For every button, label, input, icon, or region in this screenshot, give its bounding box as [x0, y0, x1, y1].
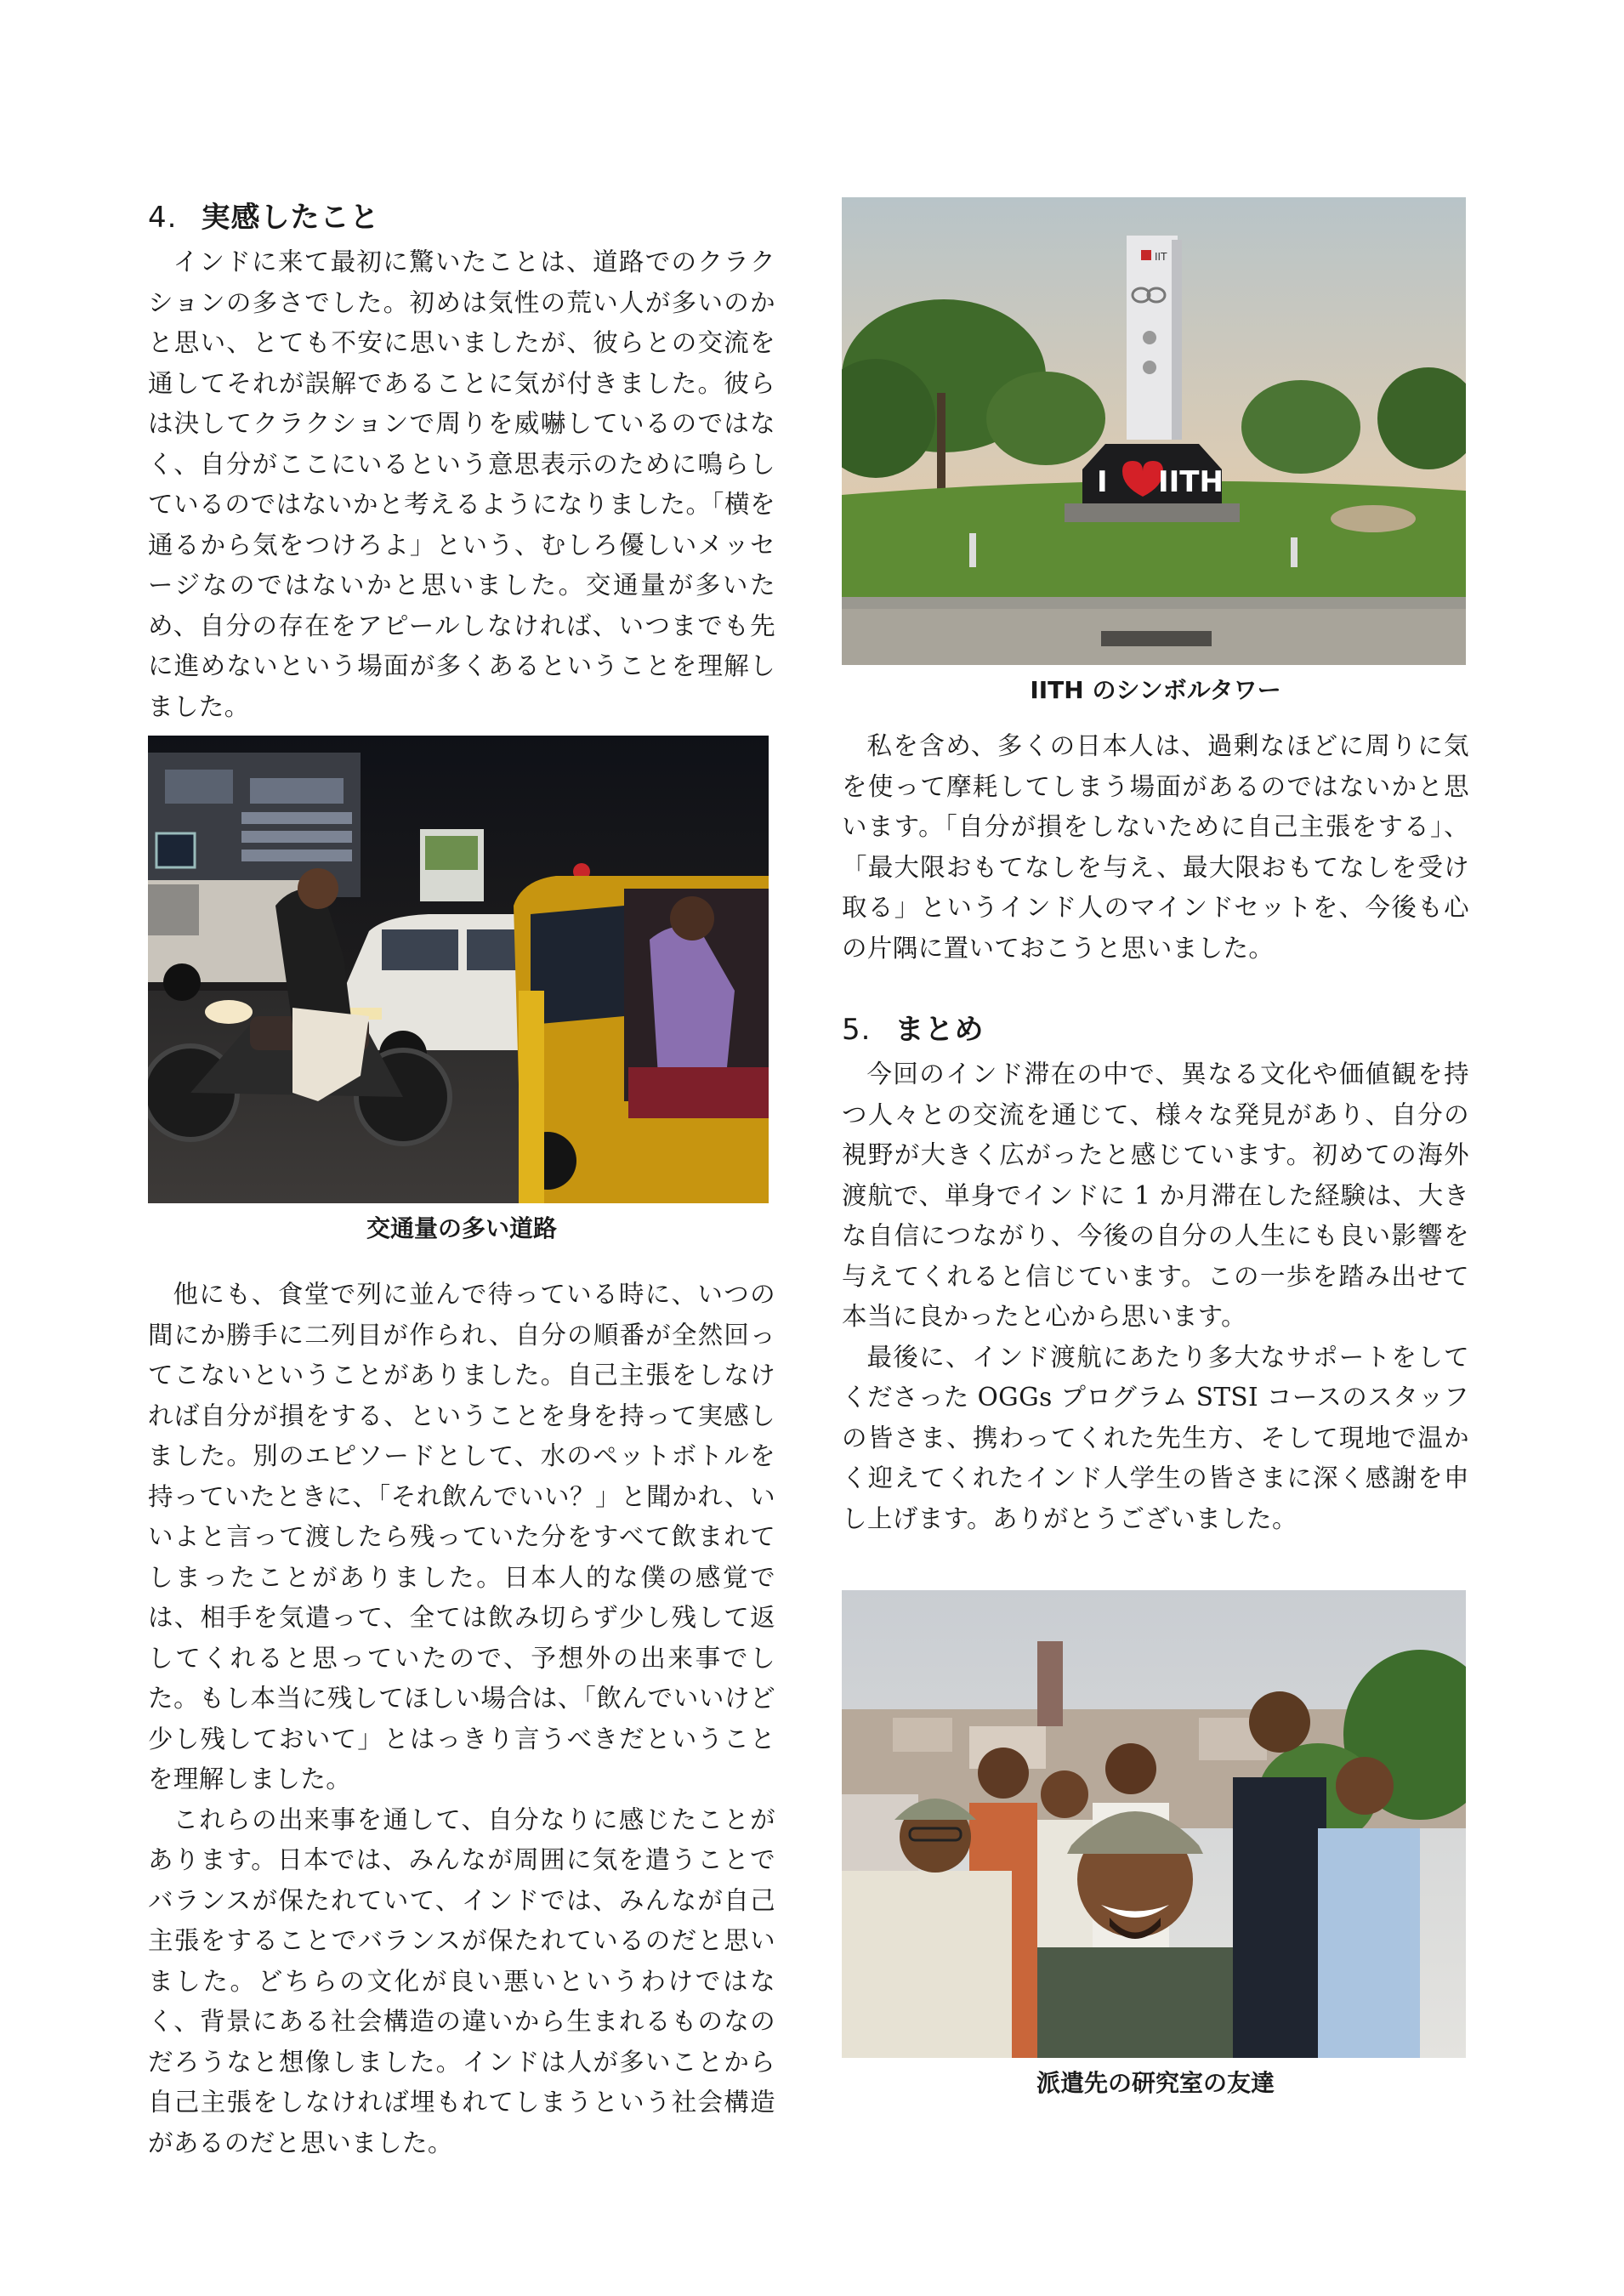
section5-heading	[842, 1006, 1469, 1048]
right-paragraph-1: 私を含め、多くの日本人は、過剰なほどに周りに気を使って摩耗してしまう場面があるのではないかと思います。「自分が損をしないために自己主張をする」、「最大限おもてなしを与え、最大限おもてなしを受け取る」というインド人のマインドセットを、今後も心の片隅に置いておこうと思いました。	[842, 731, 1469, 963]
section5-paragraph-1: 今回のインド滞在の中で、異なる文化や価値観を持つ人々との交流を通じて、様々な発見があり、自分の視野が大きく広がったと感じています。初めての海外渡航で、単身でインドに 1 か月滞在した経験は、大きな自信につながり、今後の自分の人生にも良い影響を与えてくれると信じています。この一歩を踏み出せて本当に良かったと心から思います。	[842, 1060, 1469, 1331]
traffic-photo-illustration	[148, 736, 769, 1203]
right-column	[842, 197, 1469, 2099]
tower-photo	[842, 197, 1466, 665]
section5-number: 5.	[842, 1013, 872, 1047]
left-column	[148, 194, 775, 2163]
section4-heading	[148, 194, 775, 236]
section4-title: 実感したこと	[201, 201, 380, 235]
section4-paragraph-1: インドに来て最初に驚いたことは、道路でのクラクションの多さでした。初めは気性の荒い人が多いのかと思い、とても不安に思いましたが、彼らとの交流を通してそれが誤解であることに気が付きました。彼らは決してクラクションで周りを威嚇しているのではなく、自分がここにいるという意思表示のために鳴らしているのではないかと考えるようになりました。「横を通るから気をつけろよ」という、むしろ優しいメッセージなのではないかと思いました。交通量が多いため、自分の存在をアピールしなければ、いつまでも先に進めないという場面が多くあるということを理解しました。	[148, 247, 775, 721]
tower-sign-text: IITH	[1158, 465, 1224, 499]
pillar-label: IIT	[1155, 251, 1167, 263]
svg-text:I: I	[1097, 465, 1108, 499]
tower-photo-caption: IITH のシンボルタワー	[1030, 676, 1281, 704]
friends-photo	[842, 1590, 1466, 2058]
section5-title: まとめ	[894, 1013, 985, 1047]
traffic-photo	[148, 736, 769, 1203]
tower-photo-illustration	[842, 197, 1466, 665]
section4-paragraph-3: これらの出来事を通して、自分なりに感じたことがあります。日本では、みんなが周囲に気を遣うことでバランスが保たれていて、インドでは、みんなが自己主張をすることでバランスが保たれているのだと思いました。どちらの文化が良い悪いというわけではなく、背景にある社会構造の違いから生まれるものなのだろうなと想像しました。インドは人が多いことから自己主張をしなければ埋もれてしまうという社会構造があるのだと思いました。	[148, 1804, 775, 2157]
traffic-photo-caption: 交通量の多い道路	[366, 1214, 557, 1242]
friends-photo-illustration	[842, 1590, 1466, 2058]
friends-photo-caption: 派遣先の研究室の友達	[1036, 2069, 1275, 2097]
section4-paragraph-2: 他にも、食堂で列に並んで待っている時に、いつの間にか勝手に二列目が作られ、自分の順番が全然回ってこないということがありました。自己主張をしなければ自分が損をする、ということを身を持って実感しました。別のエピソードとして、水のペットボトルを持っていたときに、「それ飲んでいい？」と聞かれ、いいよと言って渡したら残っていた分をすべて飲まれてしまったことがありました。日本人的な僕の感覚では、相手を気遣って、全ては飲み切らず少し残して返してくれると思っていたので、予想外の出来事でした。もし本当に残してほしい場合は、「飲んでいいけど少し残しておいて」とはっきり言うべきだということを理解しました。	[148, 1280, 775, 1793]
section4-number: 4.	[148, 201, 178, 235]
section5-paragraph-2: 最後に、インド渡航にあたり多大なサポートをしてくださった OGGs プログラム STSI コースのスタッフの皆さま、携わってくれた先生方、そして現地で温かく迎えてくれたインド人学生の皆さまに深く感謝を申し上げます。ありがとうございました。	[842, 1342, 1469, 1533]
